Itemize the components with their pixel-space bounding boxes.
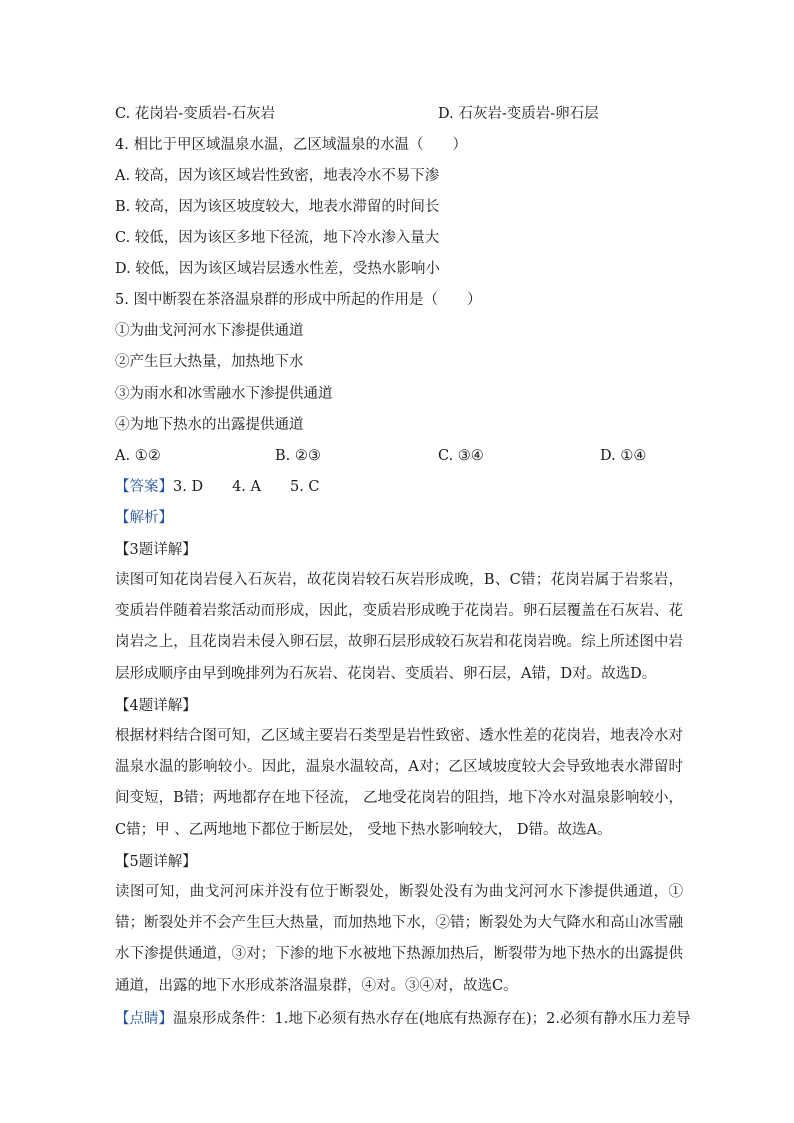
section-4-body: 根据材料结合图可知，乙区域主要岩石类型是岩性致密、透水性差的花岗岩，地表冷水对温泉水温的影响较小。因此，温泉水温较高，A对；乙区域坡度较大会导致地表水滞留时间变短，B错；两地都存在地下径流， 乙地受花岗岩的阻挡，地下冷水对温泉影响较小， C错；甲 、乙两地地下都位于断层处， 受地下热水影响较大， D错。故选A。 [115, 728, 683, 838]
q5-choice-d: D. ①④ [600, 448, 647, 464]
q5-choice-a: A. ①② [115, 448, 161, 464]
note-tag: 【点睛】 [115, 1011, 173, 1027]
section-3-title: 【3题详解】 [115, 542, 197, 558]
q5-choice-c: C. ③④ [438, 448, 484, 464]
q4-stem: 4. 相比于甲区域温泉水温，乙区域温泉的水温（ ） [115, 137, 467, 153]
section-4-title: 【4题详解】 [115, 698, 197, 714]
answer-line [115, 477, 320, 497]
q5-item-2: ②产生巨大热量，加热地下水 [115, 354, 304, 370]
answer-tag: 【答案】 [115, 479, 173, 495]
answer-text: 3. D 4. A 5. C [173, 479, 320, 495]
section-3-body: 读图可知花岗岩侵入石灰岩，故花岗岩较石灰岩形成晚，B、C错；花岗岩属于岩浆岩，变质岩伴随着岩浆活动而形成，因此，变质岩形成晚于花岗岩。卵石层覆盖在石灰岩、花岗岩之上，且花岗岩未侵入卵石层，故卵石层形成较石灰岩和花岗岩晚。综上所述图中岩层形成顺序由早到晚排列为石灰岩、花岗岩、变质岩、卵石层，A错，D对。故选D。 [115, 572, 683, 682]
note-text: 温泉形成条件：1.地下必须有热水存在(地底有热源存在)；2.必须有静水压力差导 [173, 1011, 691, 1027]
q3-option-c: C. 花岗岩-变质岩-石灰岩 [115, 106, 276, 122]
q4-option-c: C. 较低，因为该区多地下径流，地下冷水渗入量大 [115, 230, 440, 246]
section-5-body: 读图可知，曲戈河河床并没有位于断裂处，断裂处没有为曲戈河河水下渗提供通道，①错；断裂处并不会产生巨大热量，而加热地下水，②错；断裂处为大气降水和高山冰雪融水下渗提供通道，③对；下渗的地下水被地下热源加热后，断裂带为地下热水的出露提供通道，出露的地下水形成茶洛温泉群，④对。③④对，故选C。 [115, 884, 683, 994]
section-5-title: 【5题详解】 [115, 854, 197, 870]
q4-option-b: B. 较高，因为该区坡度较大，地表水滞留的时间长 [115, 199, 440, 215]
q5-item-3: ③为雨水和冰雪融水下渗提供通道 [115, 386, 333, 402]
q5-choice-b: B. ②③ [275, 448, 321, 464]
q5-stem: 5. 图中断裂在茶洛温泉群的形成中所起的作用是（ ） [115, 292, 482, 308]
q4-option-a: A. 较高，因为该区域岩性致密，地表冷水不易下渗 [115, 168, 440, 184]
q3-option-d: D. 石灰岩-变质岩-卵石层 [438, 106, 599, 122]
q4-option-d: D. 较低，因为该区域岩层透水性差，受热水影响小 [115, 261, 440, 277]
analysis-tag: 【解析】 [115, 510, 173, 526]
q5-item-4: ④为地下热水的出露提供通道 [115, 417, 304, 433]
note-line [115, 1009, 690, 1029]
q5-item-1: ①为曲戈河河水下渗提供通道 [115, 323, 304, 339]
